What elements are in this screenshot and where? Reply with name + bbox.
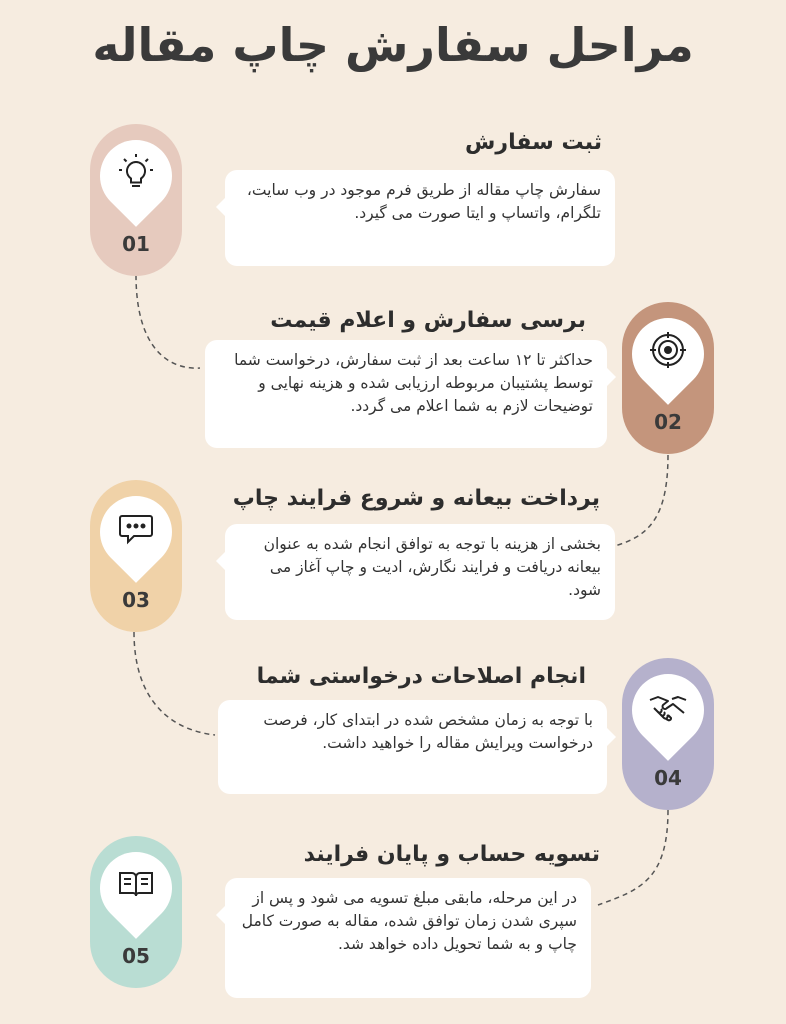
connector-1-2 [136,275,200,368]
page-title: مراحل سفارش چاپ مقاله [92,18,694,72]
step-5-marker [90,836,182,988]
step-1-marker [90,124,182,276]
step-number: 02 [654,410,682,434]
lightbulb-icon [112,148,160,196]
step-4-description: با توجه به زمان مشخص شده در ابتدای کار، فرصت درخواست ویرایش مقاله را خواهید داشت. [218,700,607,794]
open-book-icon [112,860,160,908]
target-icon [644,326,692,374]
step-number: 03 [122,588,150,612]
step-3-description: بخشی از هزینه با توجه به توافق انجام شده به عنوان بیعانه دریافت و فرایند نگارش، ادیت و چاپ آغاز می شود. [225,524,615,620]
step-3-title: پرداخت بیعانه و شروع فرایند چاپ [232,486,600,511]
connector-4-5 [598,810,668,905]
step-5-description: در این مرحله، مابقی مبلغ تسویه می شود و پس از سپری شدن زمان توافق شده، مقاله به صورت کامل چاپ و به شما تحویل داده خواهد شد. [225,878,591,998]
step-1-title: ثبت سفارش [465,130,602,155]
step-4-marker [622,658,714,810]
step-2-marker [622,302,714,454]
connector-3-4 [134,632,215,735]
step-2-description: حداکثر تا ۱۲ ساعت بعد از ثبت سفارش، درخواست شما توسط پشتیبان مربوطه ارزیابی شده و هزینه نهایی و توضیحات لازم به شما اعلام می گردد. [205,340,607,448]
step-number: 01 [122,232,150,256]
step-number: 04 [654,766,682,790]
step-number: 05 [122,944,150,968]
chat-bubble-icon [112,504,160,552]
step-2-title: برسی سفارش و اعلام قیمت [270,308,586,333]
step-4-title: انجام اصلاحات درخواستی شما [256,664,586,689]
step-5-title: تسویه حساب و پایان فرایند [303,842,600,867]
step-3-marker [90,480,182,632]
handshake-icon [644,682,692,730]
step-1-description: سفارش چاپ مقاله از طریق فرم موجود در وب سایت، تلگرام، واتساپ و ایتا صورت می گیرد. [225,170,615,266]
